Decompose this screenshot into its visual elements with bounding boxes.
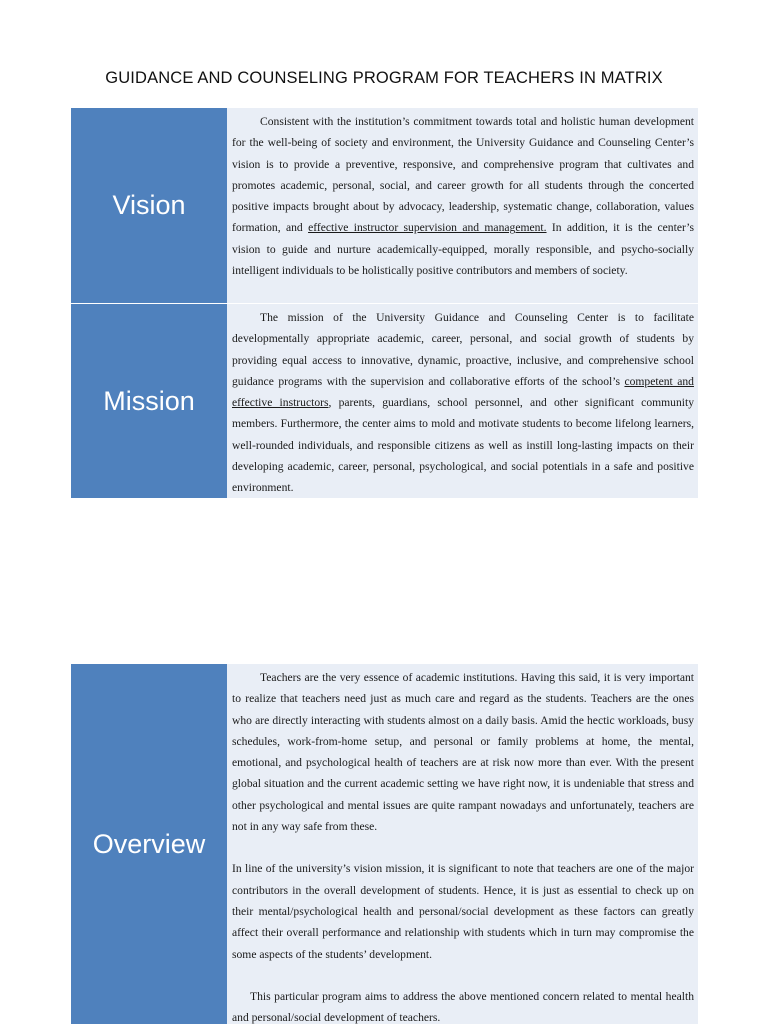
overview-paragraph-1: Teachers are the very essence of academic institutions. Having this said, it is very important to realize that teachers need just as much care and regard as the students. Teachers are the ones who are directly interacting with students almost on a daily basis. Amid the hectic workloads, busy schedules, work-from-home setup, and personal or family problems at home, the mental, emotional, and psychological health of teachers are at risk now more than ever. With the present global situation and the current academic setting we have right now, it is undeniable that stress and other psychological and mental issues are quite rampant nowadays and unfortunately, teachers are not in any way safe from these. xyxy=(232,671,694,834)
overview-text-cell xyxy=(227,664,698,1024)
mission-text-underlined: competent and effective instructors xyxy=(232,374,694,410)
mission-text-part-a: The mission of the University Guidance and Counseling Center is to facilitate developmentally appropriate academic, career, personal, and social growth of students by providing equal access to innovative, dynamic, proactive, inclusive, and comprehensive school guidance programs with the supervision and collaborative efforts of the school’s xyxy=(232,311,694,388)
page-title: GUIDANCE AND COUNSELING PROGRAM FOR TEACHERS IN MATRIX xyxy=(105,69,663,87)
vision-text-cell xyxy=(227,108,698,303)
matrix-table-overview xyxy=(71,664,698,1024)
vision-row xyxy=(71,108,698,303)
vision-text-part-b: In addition, it is the center’s vision to guide and nurture academically-equipped, morally responsible, and psycho-socially intelligent individuals to be holistically positive contributors and members of society. xyxy=(232,221,694,278)
overview-row xyxy=(71,664,698,1024)
overview-paragraph-3: This particular program aims to address the above mentioned concern related to mental health and personal/social development of teachers. xyxy=(232,989,694,1025)
overview-paragraph-2: In line of the university’s vision mission, it is significant to note that teachers are one of the major contributors in the overall development of students. Hence, it is just as essential to check up on their mental/psychological health and personal/social development as these factors can greatly affect their overall performance and relationship with students which in turn may compromise the some aspects of the students’ development. xyxy=(232,862,694,961)
vision-label: Vision xyxy=(71,108,227,303)
mission-text-cell xyxy=(227,304,698,498)
mission-row xyxy=(71,303,698,498)
mission-paragraph xyxy=(232,307,694,499)
overview-label: Overview xyxy=(71,664,227,1024)
vision-text-underlined: effective instructor supervision and management. xyxy=(308,221,547,235)
vision-paragraph xyxy=(232,111,694,281)
mission-label: Mission xyxy=(71,304,227,498)
matrix-table-vision-mission xyxy=(71,108,698,498)
vision-text-part-a: Consistent with the institution’s commitment towards total and holistic human development for the well-being of society and environment, the University Guidance and Counseling Center’s vision is to provide a preventive, responsive, and comprehensive program that cultivates and promotes academic, personal, social, and career growth for all students through the concerted positive impacts brought about by advocacy, leadership, systematic change, collaboration, values formation, and xyxy=(232,115,694,235)
mission-text-part-b: , parents, guardians, school personnel, and other significant community members. Furthermore, the center aims to mold and motivate students to become lifelong learners, well-rounded individuals, and responsible citizens as well as instill long-lasting impacts on their developing academic, career, personal, psychological, and social potentials in a safe and positive environment. xyxy=(232,396,694,495)
